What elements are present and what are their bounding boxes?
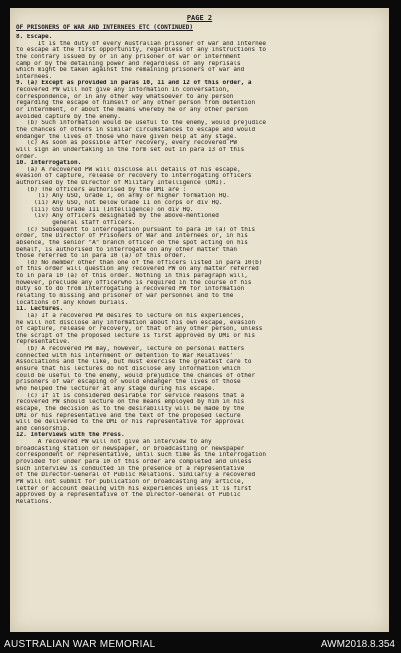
document-line: avoided capture by the enemy. (16, 113, 122, 120)
page-label: PAGE 2 (186, 14, 213, 22)
document-line: (c) As soon as possible after recovery, every recovered PW (16, 140, 237, 147)
document-line: (ii) Any GSO, not below Grade 11 on corps or div HQ. (16, 200, 223, 207)
document-line: those referred to in para 10 (a) of this order. (16, 253, 187, 260)
document-line: order, the Director of Prisoners of War and Internees or, in his (16, 233, 248, 240)
document-line: and censorship. (16, 425, 71, 432)
document-line: recovered PW will not give any information in conversation, (16, 87, 230, 94)
document-line: DMI or his representative and the text of the proposed lecture (16, 412, 241, 419)
document-line: recovered PW should lecture on the means employed by him in his (16, 399, 245, 406)
document-line: will sign an undertaking in the form set out in para 13 of this (16, 146, 245, 153)
accession-number: AWM2018.8.354 (320, 639, 395, 650)
document-line: however, preclude any officerwho is required in the course of his (16, 279, 252, 286)
document-line: representative. (16, 339, 71, 346)
document-line: 11. Lectures. (16, 306, 64, 313)
document-line: A recovered PW will not give an interview to any (16, 439, 212, 446)
document-line: duty so to do from interrogating a recovered PW for information (16, 286, 245, 293)
document-line: order. (16, 153, 38, 160)
document-line: (a) A recovered PW will disclose all details of his escape, (16, 166, 241, 173)
document-line: authorised by the Director of Military Intelligence (DMI). (16, 180, 227, 187)
document-line: prisoners of war escaping or would endanger the lives of those (16, 379, 241, 386)
document-line: locations of any known burials. (16, 299, 129, 306)
document-line: who helped the lecturer at any stage during his escape. (16, 385, 216, 392)
document-line: absence, the senior "A" branch officer on the spot acting on his (16, 239, 248, 246)
document-line: 9. (a) Except as provided in paras 10, 11 and 12 of this order, a (16, 80, 252, 87)
document-line: (c) Subsequent to interrogation pursuant to para 10 (a) of this (16, 226, 256, 233)
document-line: could be useful to the enemy, would prejudice the chances of other (16, 372, 256, 379)
document-line: provided for under para 10 of this order are completed and unless (16, 459, 252, 465)
document-line: Relations. (16, 498, 53, 505)
document-line: broadcasting station or newspaper, or broadcasting or newspaper (16, 445, 245, 452)
document-line: (a) If a recovered PW desires to lecture on his experiences, (16, 312, 245, 319)
document-line: (iii) GSO Grade 111 (Intelligence) on div HQ. (16, 206, 194, 213)
document-line: general staff officers. (16, 219, 136, 226)
document-line: such interview is conducted in the presence of a representative (16, 465, 245, 472)
document-line: (b) Such information would be useful to the enemy, would prejudice (16, 120, 266, 127)
document-line: 12. Interviews with the Press. (16, 432, 125, 439)
document-line: which might be taken against the remaining prisoners of war and (16, 67, 245, 74)
document-line: the contrary issued by or in any prisoner of war or internment (16, 53, 241, 60)
document-line: to in para 10 (a) of this order. Nothing in this paragraph will, (16, 273, 248, 280)
document-line: he will not disclose any information about his own escape, evasion (16, 319, 256, 326)
document-line: (b) A recovered PW may, however, lecture on personal matters (16, 346, 245, 353)
document-line: endanger the lives of those who have given help at any stage. (16, 133, 237, 140)
document-line: letter or account dealing with his experiences unless it is first (16, 485, 252, 492)
document-line: of this order will question any recovered PW on any matter referred (16, 266, 259, 273)
document-line: (c) If it is considered desirable for service reasons that a (16, 392, 245, 399)
document-line: internees. (16, 73, 53, 80)
document-line: relating to missing and prisoner of war personnel and to the (16, 292, 234, 299)
document-line: (d) No member other than one of the officers listed in para 10(b) (16, 259, 263, 266)
document-line: connected with his internment or detention to War Relatives' (16, 352, 234, 359)
document-line: of capture, release or recovery, or that of any other person, unless (16, 326, 263, 333)
section-heading: OF PRISONERS OF WAR AND INTERNEES ETC (CONTINUED) (16, 24, 194, 31)
document-line: to escape at the first opportunity, regardless of any instructions to (16, 47, 266, 54)
document-line: 8. Escape. (16, 34, 53, 40)
document-line: (i) Any GSO, Grade 1, on army or higher formation HQ. (16, 193, 230, 200)
document-line: correspondence, or in any other way whatsoever to any person (16, 93, 234, 100)
document-line: PW will not submit for publication or broadcasting any article, (16, 478, 245, 485)
document-line: the script of the proposed lecture is first approved by DMI or his (16, 332, 256, 339)
document-line: escape, the decision as to the desirability will be made by the (16, 405, 245, 412)
document-line: evasion of capture, release or recovery to interrogating officers (16, 173, 252, 180)
document-line: will be delivered to the DMI or his representative for approval (16, 419, 245, 426)
document-line: of the Director-General of Public Relations. Similarly a recovered (16, 472, 256, 479)
document-line: (iv) Any officers designated by the above-mentioned (16, 213, 219, 220)
document-page (10, 8, 389, 632)
document-line: or internment, or about the means whereby he or any other person (16, 107, 248, 114)
document-line: correspondent or representative, until such time as the interrogation (16, 452, 266, 459)
document-line: (b) The officers authorised by the DMI are : (16, 186, 187, 193)
document-line: behalf, is authorised to interrogate on any other matter than (16, 246, 237, 253)
document-body (16, 34, 384, 505)
document-line: the chances of others in similar circumstances to escape and would (16, 126, 256, 133)
document-line: regarding the escape of himself or any other person from detention (16, 100, 256, 107)
document-line: Associations and the like, but must exercise the greatest care to (16, 359, 252, 366)
document-line: It is the duty of every Australian prisoner of war and internee (16, 40, 266, 47)
document-line: ensure that his lectures do not disclose any information which (16, 366, 241, 373)
document-line: approved by a representative of the Director-General of Public (16, 492, 241, 499)
document-line: 10. Interrogation. (16, 160, 82, 167)
institution-credit: AUSTRALIAN WAR MEMORIAL (4, 639, 156, 650)
caption-bar (0, 636, 401, 653)
document-line: camp or by the detaining power and regardless of any reprisals (16, 60, 241, 67)
